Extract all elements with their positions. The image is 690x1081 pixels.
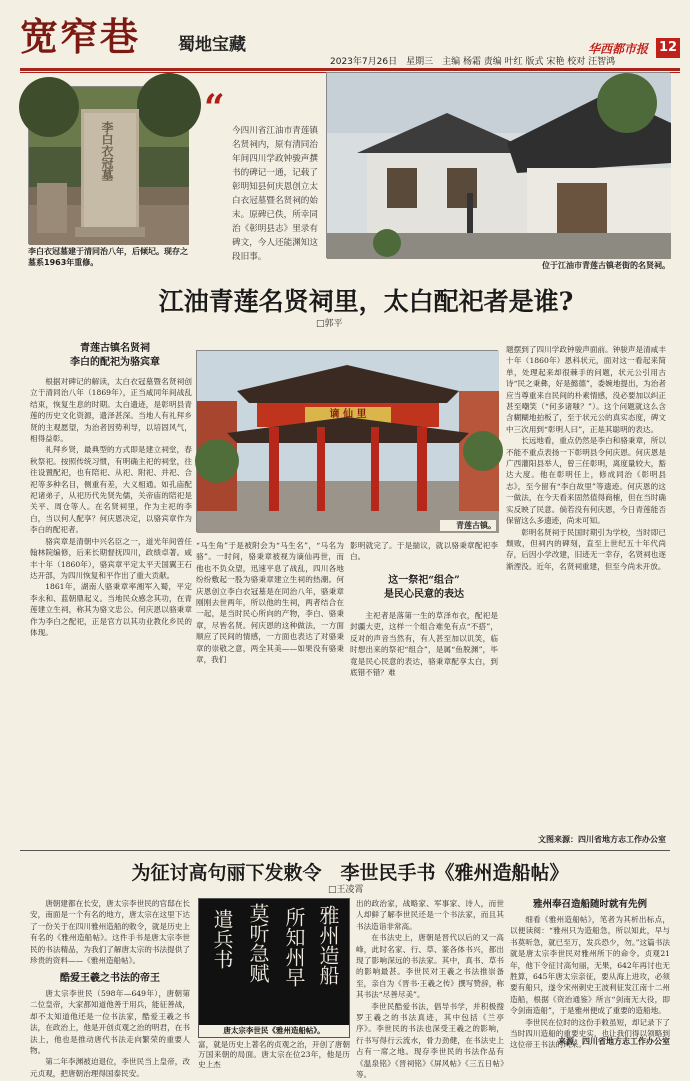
article1-subhead-line1: 青莲古镇名贤祠 xyxy=(80,343,150,354)
article1-column-3-bottom: 主祀者是落第一生的草泽布衣，配祀是封疆大吏，这样一个组合难免有点“不搭”，反对的声音当然有，有人甚至加以讥笑，临时想出来的祭祀“组合”，是属“鱼脱渊”，毕竟是民心民意的表达，骆秉章配享太白，到底错不错？难 xyxy=(350,611,498,678)
article2-headline: 为征讨高句丽下发敕令 李世民手书《雅州造船帖》 xyxy=(131,862,569,884)
stele-photo-caption: 李白衣冠墓建于清同治八年，后倾圮。现存之墓系1963年重修。 xyxy=(28,247,188,267)
section-subtitle: 蜀地宝藏 xyxy=(178,35,246,55)
stele-inscription: 李白衣冠墓 xyxy=(100,121,114,181)
gate-photo xyxy=(196,350,498,532)
calligraphy-image xyxy=(198,898,350,1038)
article1-col2-para-1: “马生角”于是被附会为“马生名”，“马名为骆”。一时间，骆秉章被视为谪仙再世，而他也不负众望，迅速平息了战乱，四川各地纷纷敷起一股为骆秉章建立生祠的热潮。何庆恩创立李白衣冠墓是在同治八年，骆秉章刚刚去世两年，所以他的生祠，两者结合在一起，是当时民心所向的产物，李白、骆秉章，尽皆名贤。何庆恩的这种做法，一方面顺应了民间的情感，一方面也表达了对骆秉章的崇敬之意，两全其美——如果没有骆秉章，我们 xyxy=(196,541,344,665)
article1-col4-para-3: 彰明名贤祠于民国时期引为学校，当时即已颓败，但祠内的碑刻，直至上世纪五十年代尚存，后因小学改建，旧迹无一幸存，名贤祠也逐渐湮没。近年，名贤祠重建，但至今尚未开放。 xyxy=(506,527,666,571)
page-number: 12 xyxy=(656,38,680,58)
article2-colr1-para-1: 出的政治家，战略家、军事家、诗人，而世人却鲜了解李世民还是一个书法家，而且其书法造诣非常高。 xyxy=(356,899,504,931)
article1-col1-para-3: 骆宾章是清朝中兴名臣之一，道光年间曾任翰林院编修，后来长期督抚四川，政绩卓著。咸丰十年（1860年），骆宾章平定太平天国翼王石达开部，为四川恢复和平作出了重大贡献。 xyxy=(30,536,192,580)
section-title: 宽窄巷 xyxy=(20,14,141,59)
article2-column-1 xyxy=(30,988,190,1078)
article2-intro: 唐朝建都在长安，唐太宗李世民的官邸在长安，南面是一个有名的地方，唐太宗在这里下达了一份关于在四川雅州造船的敕令，就是历史上有名的《雅州造船帖》。这件手书是唐太宗李世民的书法精品，为我们了解唐太宗的书法提供了珍贵的资料——《雅州造船帖》。 xyxy=(30,899,190,966)
quote-mark-icon: “ xyxy=(204,87,225,129)
article1-col1-para-2: 礼拜乡贤，最典型的方式即是建立祠堂，春秋祭祀。按照传统习惯，有明确主祀的祠堂，往往设置配祀，也有陪祀、从祀、附祀、并祀、合祀等多种名目，侧重有差，大义相通。如孔庙配祀诸弟子，从祀历代先贤先儒，关帝庙的陪祀是关平、周仓等人。在名贤祠里，作为主祀的李白，当以何人配享？何庆恩决定，以骆宾章作为李白的配祀者。 xyxy=(30,445,192,535)
article2-source: 来源：四川省地方志工作办公室 xyxy=(558,1037,670,1046)
gate-plaque-text: 谪 仙 里 xyxy=(329,409,367,420)
article1-col1-para-4: 1861年，湖南人骆秉章率湘军入蜀，平定李永和、蓝朝鼎起义。当地民众感念其功，在青莲建立生祠，称其为骆文忠公。何庆恩以骆秉章作为李白之配祀，正是官方以其功业教化乡民的体现。 xyxy=(30,582,192,637)
hall-photo xyxy=(326,72,670,258)
article2-column-mid: 富，就是历史上著名的贞观之治，开创了唐朝万国来朝的局面。唐太宗在位23年，他是历史上杰 xyxy=(198,1040,350,1069)
hall-illustration xyxy=(327,73,671,259)
article1-headline: 江油青莲名贤祠里，太白配祀者是谁? xyxy=(158,287,574,316)
section-separator xyxy=(20,850,670,851)
article1-subhead-line2: 李白的配祀为骆宾章 xyxy=(70,357,160,368)
article2-colr2-para-1: 细看《雅州造船帖》，笔者为其析出标点，以便读阅：“雅州只为造船急，所以知此，早与书莫听急，就已至万，发兵恐少，勿。”这篇书法就是唐太宗李世民对雅州所下的命令。贞观21年，他下令征讨高句丽，无果，642年再讨也无胜算，645年唐太宗亲征，要从海上进攻，必须要有船只，遂令宋州刺史王波利征发江南十二州造船，根据《资治通鉴》所言“剑南无大役，即令剑南造船”，于是雅州便成了重要的造船地。 xyxy=(510,915,670,1016)
article1-column-1 xyxy=(30,376,192,866)
article2-column-right-1 xyxy=(356,898,504,1080)
calligraphy-column-1: 雅州造船 xyxy=(316,905,340,985)
calligraphy-caption: 唐太宗李世民《雅州造船帖》。 xyxy=(199,1025,349,1037)
intro-quote: 今四川省江油市青莲镇名贤祠内，原有清同治年间四川学政钟骏声撰书的碑记一通，记载了彰明知县何庆恩创立太白衣冠墓暨名贤祠的始末。原碑已佚，所幸同治《彰明县志》里录有碑文，今人还能渊知这段旧事。 xyxy=(232,126,318,262)
article2-colr1-para-3: 李世民酷爱书法，倡导书学，并积极搜罗王羲之的书法真迹，其中包括《兰亭序》。李世民的书法也深受王羲之的影响，行书写得行云流水，骨力劲健，在书法史上占有一席之地。现存李世民的书法作品有《温泉铭》《晋祠铭》《屏风帖》《三五日帖》等。 xyxy=(356,1001,504,1080)
article1-subhead2-line2: 是民心民意的表达 xyxy=(384,589,464,600)
article2-colr1-para-2: 在书法史上，唐朝是晋代以后的又一高峰，此时名家、行、草、篆各体书兴，都出现了影响深远的书法家。其中，真书、草书的影响最甚。李世民对王羲之书法推崇备至，亲自为《晋书·王羲之传》撰写赞辞，称其书法“尽善尽美”。 xyxy=(356,933,504,1000)
article1-byline: □郭平 xyxy=(316,319,343,329)
article2-colr2-para-2: 李世民在位时的这份手敕虽短，却记录下了当时四川造船的重要史实，也让我们得以领略到这位帝王书法的风采。 xyxy=(510,1017,670,1050)
calligraphy-column-3: 莫听急赋 xyxy=(246,903,270,983)
gate-illustration xyxy=(197,351,499,533)
article1-subhead2-line1: 这一祭祀“组合” xyxy=(388,575,460,586)
article2-col1-para-2: 第二年李渊被迫退位，李世民当上皇帝，改元贞观，把唐朝治理得国泰民安。 xyxy=(30,1057,190,1078)
article2-byline: □王凌霄 xyxy=(328,885,364,895)
stele-photo xyxy=(28,86,188,244)
article2-subhead-right: 雅州奉召造船随时就有先例 xyxy=(532,899,647,910)
article1-col4-para-2: 长远地看，重点仍然是李白和骆秉章，所以不能不重点表扬一下彰明县令何庆恩。何庆恩是广西灌阳县举人，曾三任彰明，离度量较大，豁达大度。他在彰明任上，修成同治《彰明县志》，至今留有“李白故里”等遗迹。何庆恩的这一做法，在今天看来固然值得商榷，但在当时确实反映了民意。倘若没有何庆恩，今日青莲能否保留这么多遗迹，尚未可知。 xyxy=(506,436,666,526)
hall-photo-caption: 位于江油市青莲古镇老街的名贤祠。 xyxy=(490,260,670,271)
article1-subhead xyxy=(40,342,190,370)
date-line: 2023年7月26日 星期三 主编 杨霜 责编 叶红 版式 宋艳 校对 汪智鸿 xyxy=(330,57,616,67)
calligraphy-column-2: 所知州早 xyxy=(282,907,306,987)
calligraphy-column-4: 遣兵书 xyxy=(210,909,234,969)
article1-source: 文图来源：四川省地方志工作办公室 xyxy=(538,835,666,844)
paper-logo: 华西都市报 xyxy=(588,42,649,56)
article1-column-2 xyxy=(196,540,344,844)
gate-photo-caption: 青莲古镇。 xyxy=(440,520,496,531)
article1-col4-para-1: 题摆到了四川学政钟骏声面前。钟骏声是清咸丰十年（1860年）恩科状元，面对这一看起来简单，处理起来却很棘手的问题，状元公引用古诗“民之秉彝，好是懿德”，委婉地提出，为治者应当尊重来自民间的朴素情感，没必要加以纠正甚至嘲笑（“何多诸嗤？”）。这个问题就这么含含糊糊地拍板了，至于状元公的真实态度，碑文中三次用到“彰明人曰”，正是其聪明的表达。 xyxy=(506,345,666,434)
article1-col1-para-1: 根据对碑记的解读，太白衣冠墓暨名贤祠创立于清同治八年（1869年），正当咸同年间战乱结束，恢复生息的时期。太白遗迹，是彰明县青莲的历史文化资源，遗泽甚深。当地人有礼拜乡贤的主观愿望，为治者因势利导，以培固风气，相得益彰。 xyxy=(30,377,192,444)
article1-column-3-top: 影明就完了。于是揣议，就以骆秉章配祀李白。 xyxy=(350,541,498,562)
header-rule xyxy=(20,68,680,71)
article1-column-4 xyxy=(506,344,666,830)
article2-col1-para-1: 唐太宗李世民（598年—649年），唐朝第二位皇帝，大家都知道他善于用兵，能征善战，却不太知道他还是一位书法家，酷爱王羲之书法，在政治上，他是开创贞观之治的明君，在书法上，他也是推动唐代书法走向繁荣的重要人物。 xyxy=(30,989,190,1056)
article2-subhead: 酷爱王羲之书法的帝王 xyxy=(60,973,160,984)
article1-subhead-2 xyxy=(350,574,498,602)
